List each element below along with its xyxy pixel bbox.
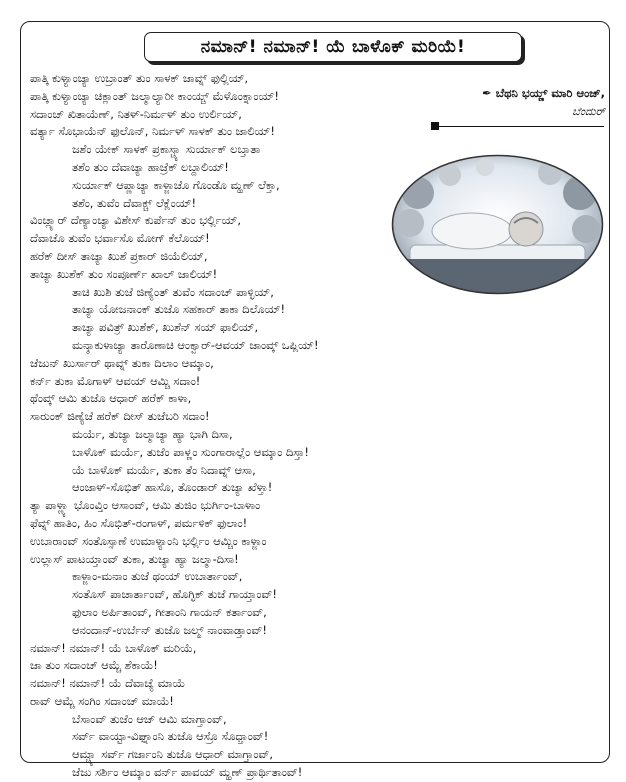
poem-line: ವರ್ತ್ಯಾ ಸೊಭಾಯೆನ್ ಫುಲೊನ್, ನಿರ್ಮಳ್ ಸಾಳಕ್ ತುಂ ಜಾಲಿಯ್!	[30, 124, 275, 139]
poem-line: ಜೆಜು ಸರ್ಶಿಂ ಆಮ್ಕಾಂ ವರ್ನ್ ಪಾವಯ್ ಮ್ಹಣ್ ಪ್ರಾರ್ಥಿತಾಂವ್!	[72, 765, 303, 780]
poem-line: ದೆವಾಚೊ ತುವೆಂ ಭರ್ವಾಸೊ ಮೋಗ್ ಕೆಲೊಯ್!	[30, 231, 210, 246]
poem-line: ಸಂತೊಸ್ ಪಾಚಾರ್ತಾಂವ್, ಹೊಗ್ಳಿಕ್ ತುಜೆ ಗಾಯ್ತಾಂವ್!	[72, 587, 277, 602]
page-title: ನಮಾನ್! ನಮಾನ್! ಯೆ ಬಾಳೊಕ್ ಮರಿಯೆ!	[200, 37, 466, 57]
poem-text	[30, 70, 450, 782]
author-place: ಬೆಂದುರ್	[572, 105, 605, 118]
poem-line: ಜೆಜುನ್ ಖುರ್ಸಾರ್ ಥಾವ್ನ್ ತುಕಾ ದಿಲಾಂ ಆಮ್ಕಾಂ,	[30, 355, 214, 370]
poem-line: ತಾಚ್ಯಾ ಪವಿತ್ರ್ ಖುಶೆಕ್, ಖುಶೆನ್ ಸಯ್ ಫಾಲಿಯ್,	[72, 320, 259, 335]
author-name: ಬೆಥನಿ ಭಯ್ಣ್ ಮಾರಿ ಆಂಜ್,	[495, 86, 605, 100]
poem-line: ಫೆವ್ನ್ ಹಾತಿಂ, ಹಿಂ ಸೊಭಿತ್-ರಂಗಾಳ್, ಪರ್ಮಳಿಕ್ ಫುಲಾಂ!	[30, 515, 248, 530]
poem-line: ತಾಚ್ಯಾ ಯೋಜನಾಂಕ್ ತುಜೊ ಸಹಕಾರ್ ತಾಕಾ ದಿಲೊಯ್!	[72, 302, 286, 317]
poem-line: ಜಾ ತುಂ ಸದಾಂಚ್ ಆಮ್ಚೆ ಶೆಕಾಯೆ!	[30, 658, 158, 673]
poem-line: ಆಂಜಾಳ್-ಸೊಭಿತ್ ಹಾಸೊ, ತೊಂಡಾರ್ ತುಜ್ಯಾ ಖೆಳ್ತಾ!	[72, 480, 273, 495]
poem-line: ಕರ್ನ್ ತುಕಾ ಮೊಗಾಳ್ ಆವಯ್ ಆಮ್ಚಿ ಸದಾಂ!	[30, 373, 201, 388]
poem-line: ಹರೆಕ್ ದೀಸ್ ತಾಚ್ಯಾ ಖುಶೆ ಪ್ರಕಾರ್ ಜಿಯೆಲಿಯ್,	[30, 248, 208, 263]
poem-line: ತಶೆಂ, ತುವೆಂ ದೆವಾಕ್ಚ್ ಲೆಕ್ಲೆಂಯ್!	[72, 195, 197, 210]
poem-line: ಆನಂದಾನ್-ಉರ್ಬೆನ್ ತುಜೊ ಜಲ್ಮ್ ನಾಂವಾಡ್ತಾಂವ್!	[72, 622, 267, 637]
poem-line: ತಾಚಿ ಖುಶಿ ತುಜೆ ಜಿಣ್ಯೆಂತ್ ತುವೆಂ ಸದಾಂಚ್ ಪಾಳ್ಳಿಯ್,	[72, 284, 274, 299]
poem-line: ಯೆ ಬಾಳೊಕ್ ಮರ್ಯೆ, ತುಕಾ ತೆಂ ನಿದಾವ್ನ್ ಆಸಾ,	[72, 462, 256, 477]
poem-line: ನಮಾನ್! ನಮಾನ್! ಯೆ ಬಾಳೊಕ್ ಮರಿಯೆ,	[30, 640, 197, 655]
poem-line: ಸರ್ವ್ ವಾಯ್ಟಾ-ವಿಘ್ನಾಂನಿ ತುಜೊ ಆಸ್ರೊ ಸೊಧ್ತಾಂವ್!	[72, 729, 269, 744]
poem-line: ಪಾತ್ಕಿ ಕುಳ್ಯಾಂಚ್ಯಾ ಚಿಕ್ಲಾಂತ್ ಜಲ್ಮಾಲ್ಯಾರೀ ಕಾಂಯ್ಚ್ ಮೆಳೊಂಕ್ನಾಂಯ್!	[30, 88, 279, 103]
infant-jesus-picture	[390, 153, 605, 296]
poem-line: ನಮಾನ್! ನಮಾನ್! ಯೆ ದೆವಾಚ್ಯೆ ಮಾಯೆ	[30, 676, 186, 691]
poem-line: ಆಮ್ಚ್ಯಾ ಸರ್ವ್ ಗರ್ಜಾಂನಿ ತುಜೊ ಆಧಾರ್ ಮಾಗ್ತಾಂವ್,	[72, 747, 274, 762]
poem-line: ಪಾತ್ಕಿ ಕುಳ್ಯಾಂಚ್ಯಾ ಉಬ್ರಾಂತ್ ತುಂ ಸಾಳಕ್ ಜಾವ್ನ್ ಫುಲ್ಲಿಯ್,	[30, 71, 249, 85]
poem-line: ಮನ್ಶಾಕುಳಾಚ್ಯಾ ತಾರೊಣಾಚಿ ಆಂಕ್ವಾರ್-ಆವಯ್ ಜಾಂವ್ಕ್ ಒಪ್ಲಿಯ್!	[72, 337, 319, 352]
poem-line: ಬೆಸಾಂವ್ ತುಜೆಂ ಆಜ್ ಆಮಿ ಮಾಗ್ತಾಂವ್,	[72, 711, 227, 726]
poem-line: ವಿಂಚ್ಲ್ಯಾರ್ ದೆಣ್ಯಾಂಚ್ಯಾ ವಿಶೇಸ್ ಕುರ್ಪೆನ್ ತುಂ ಭರ್ಲ್ಲಿಯ್,	[30, 213, 242, 228]
poem-line: ಕಾಳ್ಜಾಂ-ಮನಾಂ ತುಜೆ ಥಂಯ್ ಉಬಾರ್ತಾಂವ್,	[72, 569, 243, 584]
poem-line: ಮರ್ಯೆ, ತುಜ್ಯಾ ಜಲ್ಮಾಚ್ಯಾ ಹ್ಯಾ ಭಾಗಿ ದಿಸಾ,	[72, 426, 233, 441]
poem-line: ಉಲ್ಲಾಸ್ ಪಾಟಯ್ತಾಂವ್ ತುಕಾ, ತುಜ್ಯಾ ಹ್ಯಾ ಜಲ್ಮಾ-ದಿಸಾ!	[30, 551, 239, 566]
poem-line: ಫುಲಾಂ ಅರ್ಪಿತಾಂವ್, ಗೀತಾಂನಿ ಗಾಯನ್ ಕರ್ತಾಂವ್,	[72, 604, 267, 619]
divider-line	[434, 126, 604, 127]
poem-line: ಉಬಾರಾಂವ್ ಸಂತೊಸ್ಸಾಣೆ ಉಮಾಳ್ಯಾಂನಿ ಭರ್ಲ್ಲಿಂ ಆಮ್ಚಿಂ ಕಾಳ್ಜಾಂ	[30, 533, 267, 548]
poem-line: ಸದಾಂಚ್ ಖಿತಾಯೆಣ್, ನಿತಳ್-ನಿರ್ಮಳ್ ತುಂ ಉರ್ಲಿಯ್,	[30, 106, 242, 121]
poem-line: ತಾಚ್ಯಾ ಖುಶೆಕ್ ತುಂ ಸಂಪೂರ್ಣ್ ಖಾಲ್ ಜಾಲಿಯ್!	[30, 266, 218, 281]
poem-line: ಸುರ್ಯಾಕ್ ಆಪ್ಣಾಚ್ಯಾ ಕಾಳ್ಜಾಚೊ ಗೊಂಡೊ ಮ್ಹಣ್ ಲೆಕ್ತಾ,	[72, 177, 280, 192]
poem-line: ತ್ಯಾ ಪಾಳ್ಣ್ಯಾ ಭೊಂವ್ತಿಂ ಆಸಾಂವ್, ಆಮಿ ತುಜಿಂ ಭುರ್ಗಿಂ-ಬಾಳಾಂ	[30, 498, 261, 513]
pen-nib-icon: ✒	[482, 86, 492, 100]
poem-line: ಸಾರುಂಕ್ ಜಿಣ್ಯೆಚೆ ಹರೆಕ್ ದೀಸ್ ತುಜೆಬರಿ ಸದಾಂ!	[30, 409, 210, 424]
poem-line: ಬಾಳೊಕ್ ಮರ್ಯೆ, ತುಜೆಂ ಪಾಳ್ಣಂ ಸುಂಗಾರಾಲ್ಲೆಂ ಆಮ್ಕಾಂ ದಿಸ್ತಾ!	[72, 444, 309, 459]
page-title-box	[144, 32, 522, 62]
poem-line: ರಾವ್ ಆಮ್ಚೆ ಸಂಗಿಂ ಸದಾಂಚ್ ಮಾಯೆ!	[30, 693, 174, 708]
author-credit	[420, 86, 605, 101]
poem-line: ಥೆಂವ್ಕ್ ಆಮಿ ತುಜೊ ಆಧಾರ್ ಹರೆಕ್ ಕಾಳಾ,	[30, 391, 192, 406]
poem-line: ಜಶೆಂ ಯೇಕ್ ಸಾಳಕ್ ಪ್ರಕಾಸ್ಚ್ಯಾ ಸುರ್ಯಾಕ್ ಲಬ್ತಾತಾ	[72, 142, 261, 157]
poem-line: ತಶೆಂ ತುಂ ದೆವಾಚ್ಯಾ ಹಾಜ್ರೆಕ್ ಲಬ್ದಾಲಿಯ್!	[72, 159, 229, 174]
